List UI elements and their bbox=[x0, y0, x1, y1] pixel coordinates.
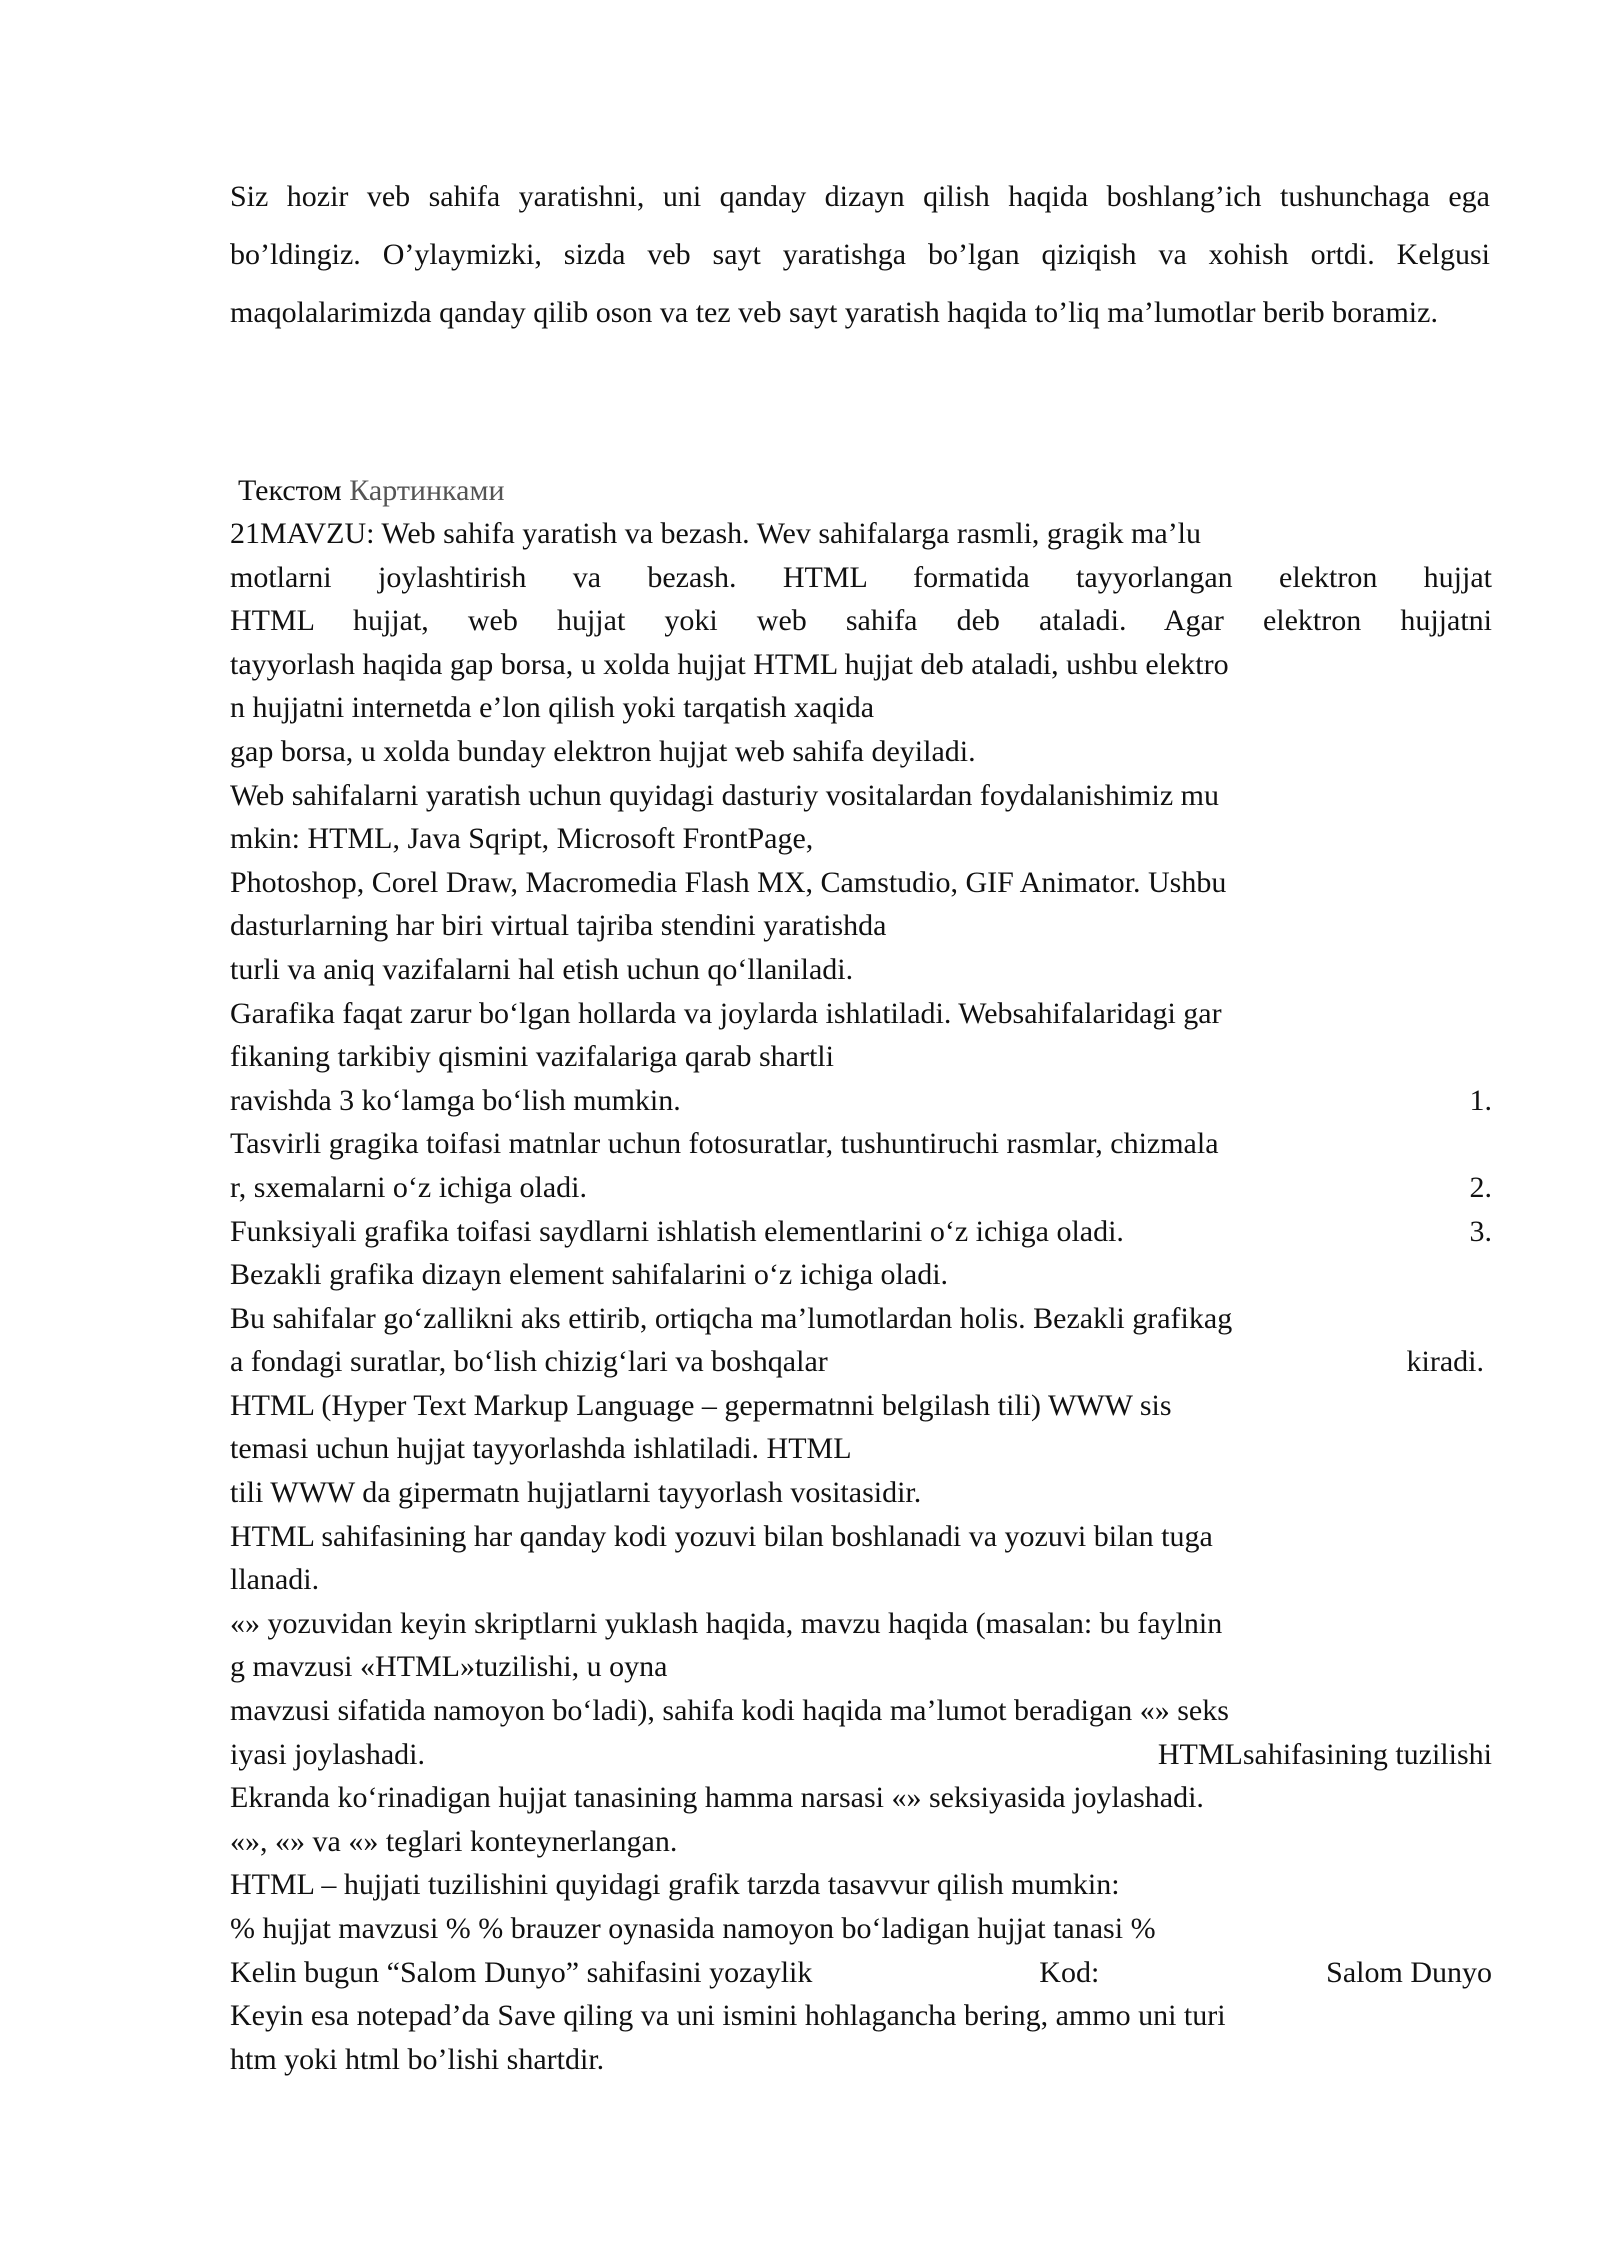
body-line: Photoshop, Corel Draw, Macromedia Flash MX, Camstudio, GIF Animator. Ushbu bbox=[230, 865, 1227, 899]
body-line bbox=[230, 1079, 1492, 1123]
body-line: dasturlarning har biri virtual tajriba stendini yaratishda bbox=[230, 909, 887, 943]
body-line: g mavzusi «HTML»tuzilishi, u oyna bbox=[230, 1650, 668, 1684]
body-line bbox=[230, 1166, 1492, 1210]
body-line: HTML hujjat, web hujjat yoki web sahifa deb ataladi. Agar elektron hujjatni bbox=[230, 604, 1492, 638]
code-label: Kod: bbox=[1039, 1955, 1100, 1989]
body-line-left: a fondagi suratlar, bo‘lish chizig‘lari va boshqalar bbox=[230, 1345, 828, 1379]
body-line-left: r, sxemalarni o‘z ichiga oladi. bbox=[230, 1170, 587, 1204]
section-heading: HTMLsahifasining tuzilishi bbox=[1157, 1737, 1492, 1771]
body-line-left: ravishda 3 ko‘lamga bo‘lish mumkin. bbox=[230, 1083, 681, 1117]
body-line: HTML (Hyper Text Markup Language – gepermatnni belgilash tili) WWW sis bbox=[230, 1388, 1172, 1422]
intro-paragraph: Siz hozir veb sahifa yaratishni, uni qanday dizayn qilish haqida boshlang’ich tushunchaga ega bo’ldingiz. O’ylaymizki, sizda veb sayt yaratishga bo’lgan qiziqish va xohish ortdi. Kelgusi maqolalarimizda qanday qilib oson va tez veb sayt yaratish haqida to’liq ma’lumotlar berib boramiz. bbox=[230, 180, 1490, 329]
body-line: mkin: HTML, Java Sqript, Microsoft FrontPage, bbox=[230, 822, 814, 856]
body-line bbox=[230, 1210, 1492, 1254]
body-line bbox=[230, 1733, 1492, 1777]
body-line bbox=[230, 1951, 1492, 1995]
body-line: htm yoki html bo’lishi shartdir. bbox=[230, 2042, 605, 2076]
list-number: 2. bbox=[1469, 1170, 1492, 1204]
list-number: 3. bbox=[1469, 1214, 1492, 1248]
body-line: «» yozuvidan keyin skriptlarni yuklash haqida, mavzu haqida (masalan: bu faylnin bbox=[230, 1606, 1223, 1640]
body-line-left: Funksiyali grafika toifasi saydlarni ishlatish elementlarini o‘z ichiga oladi. bbox=[230, 1214, 1124, 1248]
body-line: % hujjat mavzusi % % brauzer oynasida namoyon bo‘ladigan hujjat tanasi % bbox=[230, 1912, 1156, 1945]
body-line: Web sahifalarni yaratish uchun quyidagi dasturiy vositalardan foydalanishimiz mu bbox=[230, 778, 1219, 812]
lesson-body bbox=[230, 512, 1492, 2081]
tab-text[interactable]: Текстом bbox=[238, 474, 342, 507]
body-line: turli va aniq vazifalarni hal etish uchun qo‘llaniladi. bbox=[230, 952, 854, 986]
body-line: HTML – hujjati tuzilishini quyidagi grafik tarzda tasavvur qilish mumkin: bbox=[230, 1868, 1120, 1902]
body-line: mavzusi sifatida namoyon bo‘ladi), sahifa kodi haqida ma’lumot beradigan «» seks bbox=[230, 1694, 1229, 1728]
body-line: 21MAVZU: Web sahifa yaratish va bezash. Wev sahifalarga rasmli, gragik ma’lu bbox=[230, 517, 1202, 550]
body-line-left: Kelin bugun “Salom Dunyo” sahifasini yozaylik bbox=[230, 1955, 813, 1989]
body-line: Garafika faqat zarur bo‘lgan hollarda va joylarda ishlatiladi. Websahifalaridagi gar bbox=[230, 996, 1222, 1030]
body-line: HTML sahifasining har qanday kodi yozuvi bilan boshlanadi va yozuvi bilan tuga bbox=[230, 1519, 1213, 1553]
body-line: Bezakli grafika dizayn element sahifalarini o‘z ichiga oladi. bbox=[230, 1258, 949, 1292]
body-line: temasi uchun hujjat tayyorlashda ishlatiladi. HTML bbox=[230, 1432, 852, 1466]
body-line: tayyorlash haqida gap borsa, u xolda hujjat HTML hujjat deb ataladi, ushbu elektro bbox=[230, 647, 1229, 681]
body-line-right: kiradi. bbox=[1406, 1345, 1484, 1379]
body-line: motlarni joylashtirish va bezash. HTML formatida tayyorlangan elektron hujjat bbox=[230, 560, 1492, 594]
body-line: Keyin esa notepad’da Save qiling va uni ismini hohlagancha bering, ammo uni turi bbox=[230, 1999, 1226, 2033]
body-line: Bu sahifalar go‘zallikni aks ettirib, ortiqcha ma’lumotlardan holis. Bezakli grafikag bbox=[230, 1301, 1233, 1335]
body-line bbox=[230, 1122, 1492, 1166]
view-tabs bbox=[238, 470, 505, 512]
body-line bbox=[230, 1340, 1492, 1384]
code-example: Salom Dunyo bbox=[1326, 1955, 1492, 1989]
body-line: llanadi. bbox=[230, 1563, 320, 1597]
body-line-left: Tasvirli gragika toifasi matnlar uchun fotosuratlar, tushuntiruchi rasmlar, chizmala bbox=[230, 1127, 1219, 1161]
body-line: Ekranda ko‘rinadigan hujjat tanasining hamma narsasi «» seksiyasida joylashadi. bbox=[230, 1781, 1204, 1815]
body-line: tili WWW da gipermatn hujjatlarni tayyorlash vositasidir. bbox=[230, 1476, 922, 1510]
tab-images[interactable]: Картинками bbox=[349, 474, 505, 507]
body-line: «», «» va «» teglari konteynerlangan. bbox=[230, 1824, 678, 1858]
body-line: n hujjatni internetda e’lon qilish yoki tarqatish xaqida bbox=[230, 691, 875, 725]
body-line: fikaning tarkibiy qismini vazifalariga qarab shartli bbox=[230, 1040, 834, 1074]
body-line-left: iyasi joylashadi. bbox=[230, 1737, 425, 1771]
list-number: 1. bbox=[1469, 1083, 1492, 1117]
body-line: gap borsa, u xolda bunday elektron hujjat web sahifa deyiladi. bbox=[230, 734, 976, 768]
